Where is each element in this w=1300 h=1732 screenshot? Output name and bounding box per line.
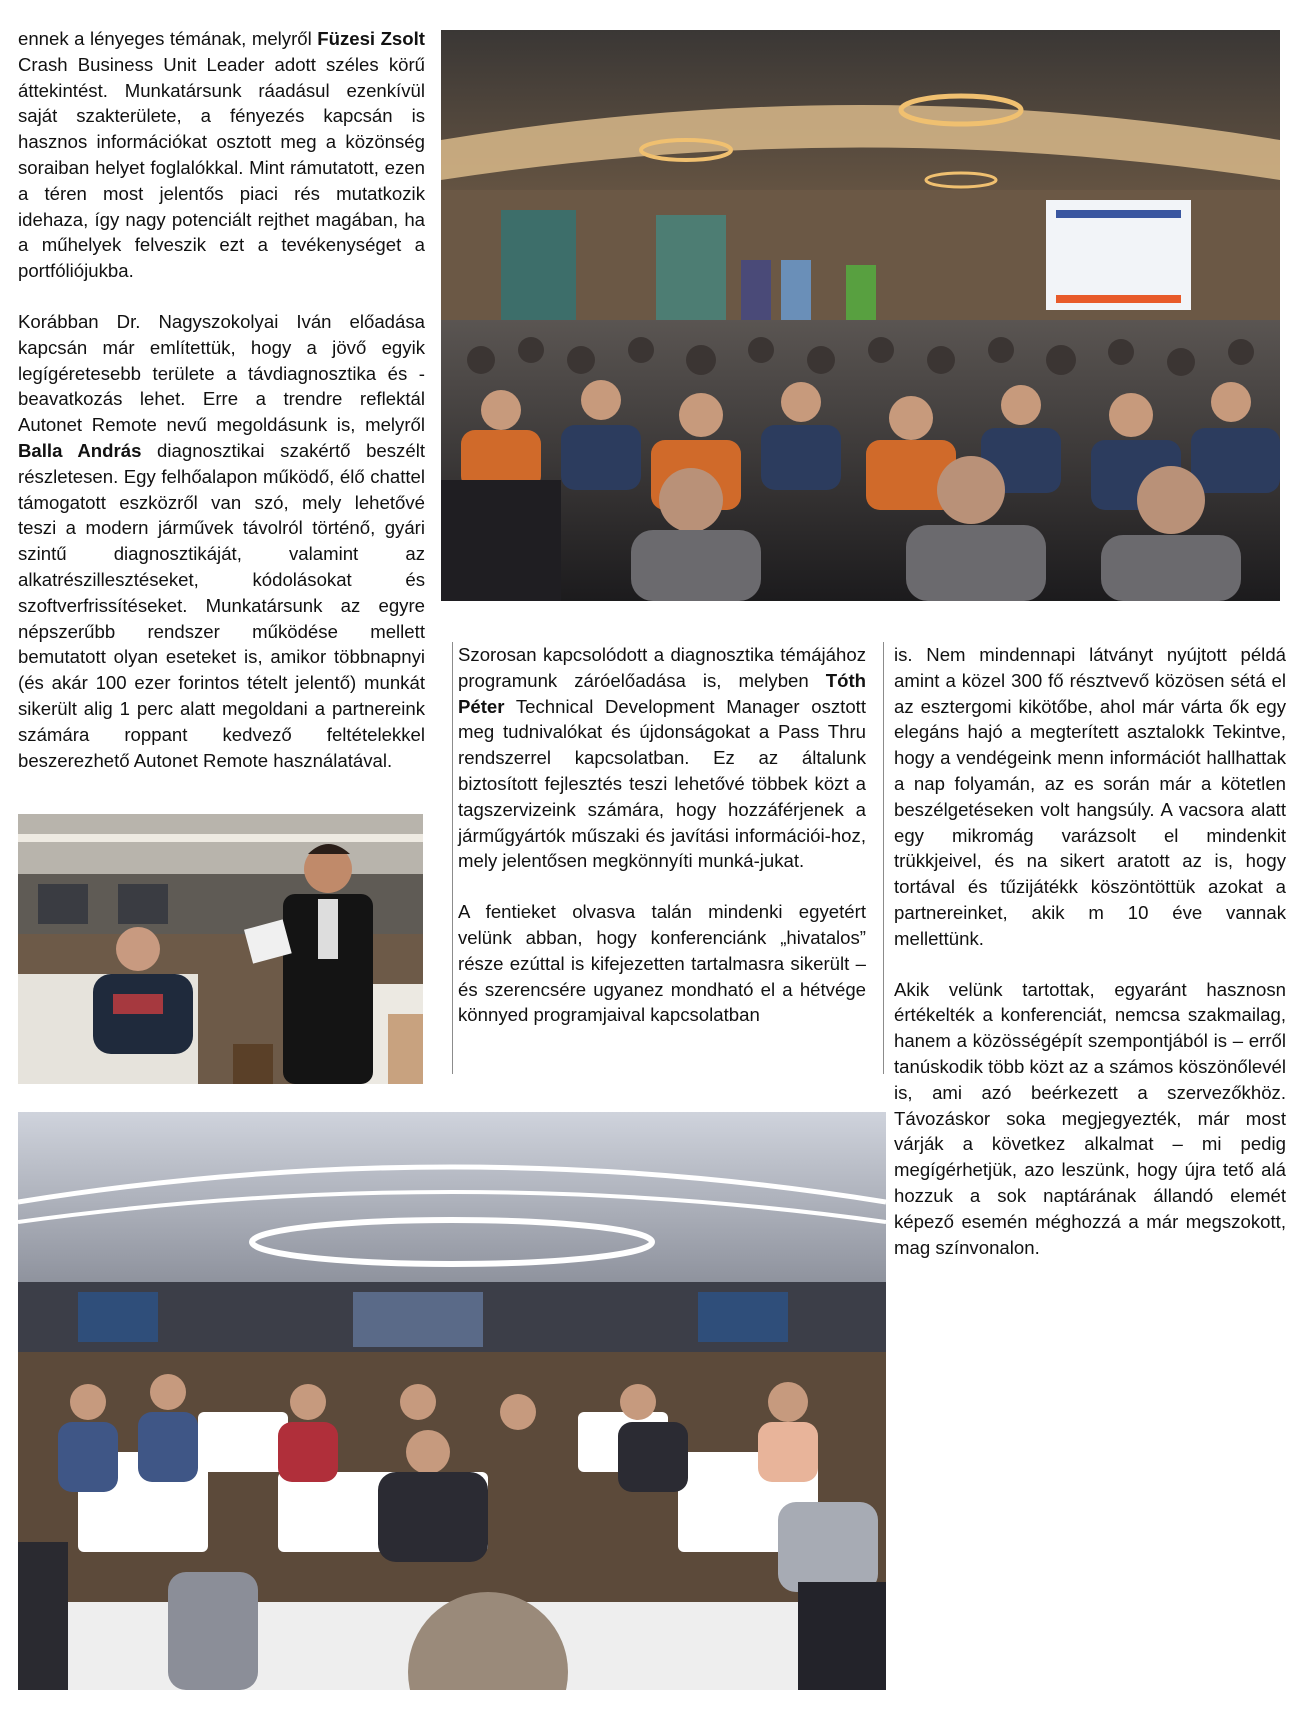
paragraph: A fentieket olvasva talán mindenki egyetért velünk abban, hogy konferenciánk „hivatalos” része ezúttal is kifejezetten tartalmasra sikerült – és szerencsére ugyanez mondható el a hétvége könnyed programjaival kapcsolatban	[458, 901, 866, 1026]
magician-photo	[18, 814, 423, 1084]
paragraph: is. Nem mindennapi látványt nyújtott példá amint a közel 300 fő résztvevő közösen sétá el az esztergomi kikötőbe, ahol már várta ők egy elegáns hajó a megterített asztalokk Tekintve, hogy a vendégeink menn információt hallhattak a nap folyamán, az es során már a kötetlen beszélgetéseken volt hangsúly. A vacsora alatt egy mikromág varázsolt el mindenkit trükkjeivel, és na sikert aratott az is, hogy tortával és tűzijátékk köszöntöttük azokat a partnereinket, akik m 10 éve vannak mellettünk.	[894, 644, 1286, 949]
dinner-hall-illustration	[18, 1112, 886, 1690]
speaker-name: Füzesi Zsolt	[317, 28, 425, 49]
speaker-name: Balla András	[18, 439, 142, 461]
paragraph: ennek a lényeges témának, melyről Füzesi Zsolt Crash Business Unit Leader adott széles körű áttekintést. Munkatársunk ráadásul ezenkívül saját szakterülete, a fényezés kapcsán is hasznos információkat osztott meg a közönség soraiban helyet foglalókkal. Mint rámutatott, ezen a téren most jelentős piaci rés mutatkozik idehaza, így nagy potenciált rejthet magában, ha a műhelyek felveszik ezt a tevékenységet a portfóliójukba.	[18, 28, 425, 282]
paragraph: Szorosan kapcsolódott a diagnosztika témájához programunk záróelőadása is, melyben Tóth Péter Technical Development Manager osztott meg tudnivalókat és újdonságokat a Pass Thru rendszerrel kapcsolatban. Ez az általunk biztosított fejlesztés teszi lehetővé többek közt a tagszervizeink számára, hogy hozzáférjenek a járműgyártók műszaki és javítási információi-hoz, mely jelentősen megkönnyíti munká-jukat.	[458, 644, 866, 872]
speaker-name: Tóth Péter	[458, 669, 866, 717]
dinner-hall-photo	[18, 1112, 886, 1690]
article-column-2	[458, 642, 866, 1028]
conference-hall-illustration	[441, 30, 1280, 601]
conference-hall-photo	[441, 30, 1280, 601]
article-column-1	[18, 26, 425, 773]
paragraph: Akik velünk tartottak, egyaránt hasznosn értékelték a konferenciát, nemcsa szakmailag, hanem a közösségépít szempontjából is – erről tanúskodik több közt az a számos köszönőlevél is, ami azó beérkezett a szervezőkhöz. Távozáskor soka megjegyezték, már most várják a következ alkalmat – mi pedig megígérhetjük, azo leszünk, hogy újra tető alá hozzuk a sok naptárának állandó elemét képező esemén méghozzá a már megszokott, mag színvonalon.	[894, 978, 1286, 1258]
column-divider	[452, 642, 453, 1074]
column-divider	[883, 642, 884, 1074]
paragraph: Korábban Dr. Nagyszokolyai Iván előadása kapcsán már említettük, hogy a jövő egyik legígéretesebb területe a távdiagnosztika és -beavatkozás lehet. Erre a trendre reflektál Autonet Remote nevű megoldásunk is, melyről Balla András diagnosztikai szakértő beszélt részletesen. Egy felhőalapon működő, élő chattel támogatott eszközről van szó, mely lehetővé teszi a modern járművek távolról történő, gyári szintű diagnosztikáját, valamint az alkatrészillesztéseket, kódolásokat és szoftverfrissítéseket. Munkatársunk az egyre népszerűbb rendszer működése mellett bemutatott olyan eseteket is, amikor többnapnyi (és akár 100 ezer forintos tételt jelentő) munkát sikerült alig 1 perc alatt megoldani a partnereink számára roppant kedvező feltételekkel beszerezhető Autonet Remote használatával.	[18, 310, 425, 771]
magician-illustration	[18, 814, 423, 1084]
article-column-3	[894, 642, 1286, 1260]
